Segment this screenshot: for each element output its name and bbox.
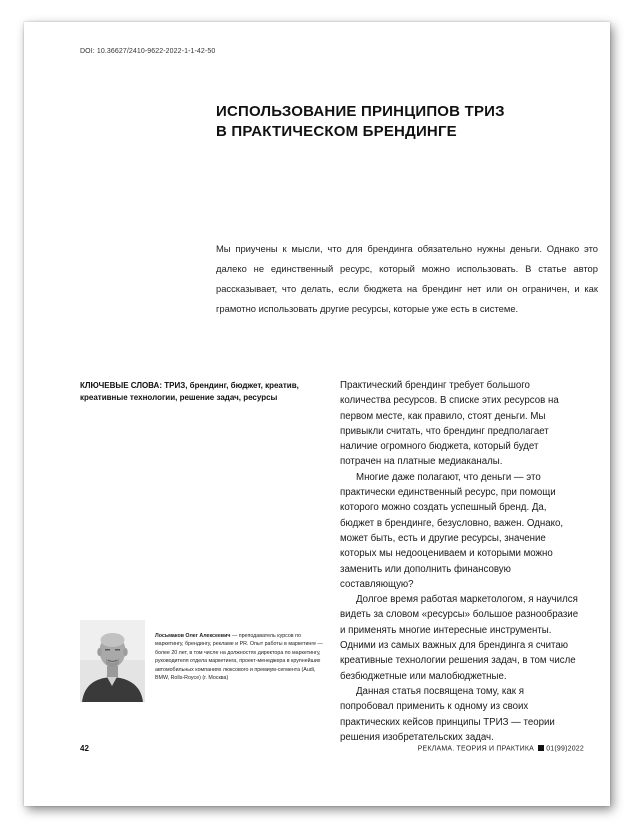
journal-name: РЕКЛАМА. ТЕОРИЯ И ПРАКТИКА (417, 745, 535, 753)
abstract-text: Мы приучены к мысли, что для брендинга обязательно нужны деньги. Однако это далеко не единственный ресурс, который можно использовать. В статье автор рассказывает, что делать, если бюджета на брендинг нет или он ограничен, и как грамотно использовать другие ресурсы, которые уже есть в системе. (216, 243, 598, 314)
title-line-2: В ПРАКТИЧЕСКОМ БРЕНДИНГЕ (216, 123, 457, 140)
keywords-text: ТРИЗ, брендинг, бюджет, креатив, креативные технологии, решение задач, ресурсы (80, 381, 299, 402)
body-paragraph-4: Данная статья посвящена тому, как я попробовал применить к одному из своих практических кейсов принципы ТРИЗ — теории решения изобретательских задач. (340, 685, 555, 743)
keywords-label: КЛЮЧЕВЫЕ СЛОВА: (80, 381, 162, 390)
article-title (216, 102, 596, 142)
body-paragraph-3: Долгое время работая маркетологом, я научился видеть за словом «ресурсы» большое разнообразие и применять многие интересные инструменты. Одними из самых важных для брендинга я считаю креативные технологии решения задач, в том числе безбюджетные или малобюджетные. (340, 594, 579, 682)
body-paragraph-2: Многие даже полагают, что деньги — это практически единственный ресурс, при помощи которого можно создать успешный бренд. Да, бюджет в брендинге, безусловно, важен. Однако, может быть, есть и другие ресурсы, значение которых мы недооцениваем и которыми можно заменить или дополнить финансовую составляющую? (340, 471, 564, 590)
body-paragraph-1: Практический брендинг требует большого количества ресурсов. В списке этих ресурсов на первом месте, как правило, стоят деньги. Мы привыкли считать, что брендинг предполагает наличие огромного бюджета, который будет потрачен на платные медиаканалы. (340, 380, 559, 468)
author-portrait-image (80, 620, 145, 702)
author-photo (80, 620, 145, 702)
author-name: Лосьмаков Олег Алексеевич (155, 633, 231, 639)
keywords (80, 380, 342, 404)
author-bio (155, 632, 323, 682)
issue-number: 01(99)2022 (546, 745, 584, 753)
article-page (24, 22, 610, 806)
doi-line: DOI: 10.36627/2410-9622-2022-1-1-42-50 (80, 48, 216, 55)
page-number: 42 (80, 744, 89, 753)
abstract (216, 239, 598, 319)
author-block (80, 620, 342, 706)
article-body (340, 378, 580, 745)
journal-footer (418, 745, 584, 753)
author-description: — преподаватель курсов по маркетингу, брендингу, рекламе и PR. Опыт работы в маркетинге — более 20 лет, в том числе на должностях директора по маркетингу, руководителя отдела маркетинга, проект-менеджера в крупнейших автомобильных компаниях люксового и премиум-сегмента (Audi, BMW, Rolls-Royce) (г. Москва) (155, 633, 323, 682)
title-line-1: ИСПОЛЬЗОВАНИЕ ПРИНЦИПОВ ТРИЗ (216, 103, 505, 120)
square-separator-icon (538, 745, 544, 751)
